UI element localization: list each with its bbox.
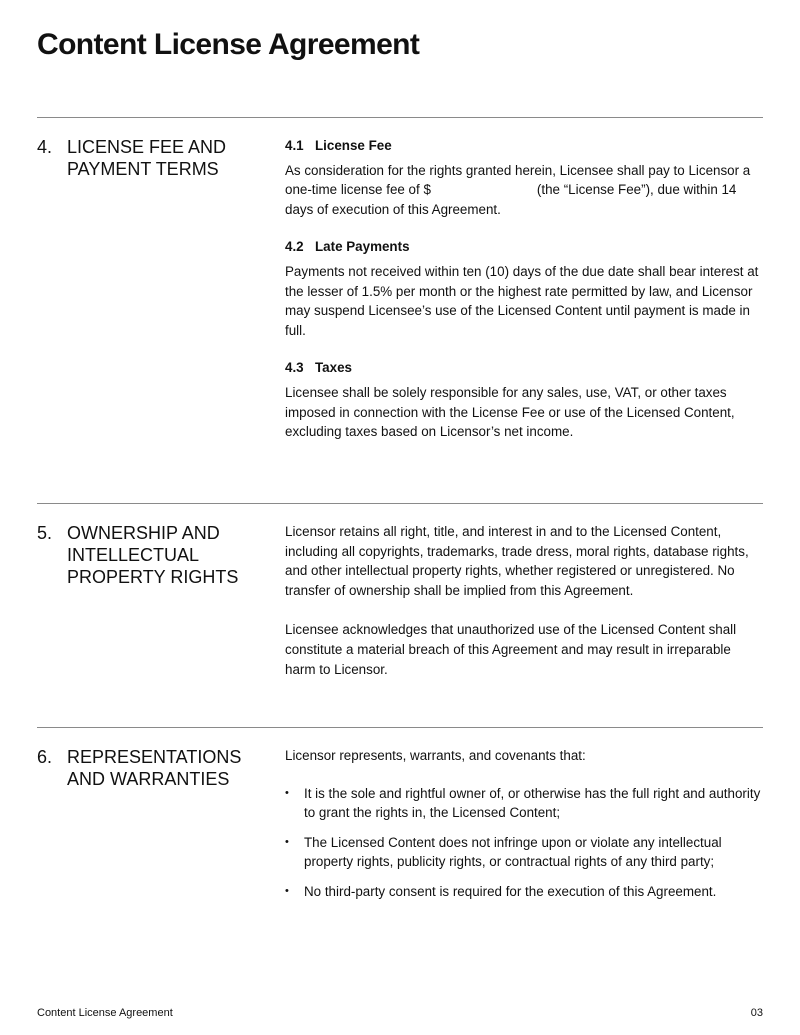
subsection-number: 4.1 xyxy=(285,138,304,153)
bullet-icon: • xyxy=(285,835,289,848)
list-item xyxy=(285,784,765,823)
section-5-number: 5. xyxy=(37,523,53,543)
subsection-4-3 xyxy=(285,358,765,441)
late-payments-paragraph: Payments not received within ten (10) days of the due date shall bear interest at the lesser of 1.5% per month or the highest rate permitted by law, and Licensor may suspend Licensee’s use of the Licensed Content until payment is made in full. xyxy=(285,263,759,338)
subsection-heading xyxy=(285,358,765,378)
ownership-paragraph: Licensor retains all right, title, and interest in and to the Licensed Content, including all copyrights, trademarks, trade dress, moral rights, database rights, and other intellectual property rights, whether registered or unregistered. No transfer of ownership shall be implied from this Agreement. xyxy=(285,524,749,598)
subsection-title: License Fee xyxy=(315,138,392,153)
license-fee-text-before: As consideration for the rights granted herein, Licensee shall pay to Licensor a one-time license fee of $ xyxy=(285,162,751,198)
section-divider xyxy=(37,727,763,728)
section-4-number: 4. xyxy=(37,137,53,157)
warranties-list xyxy=(285,784,765,902)
list-item-text: It is the sole and rightful owner of, or otherwise has the full right and authority to grant the rights in, the Licensed Content; xyxy=(304,785,761,821)
section-4-title: LICENSE FEE AND PAYMENT TERMS xyxy=(67,137,227,179)
license-fee-paragraph xyxy=(285,161,765,220)
page-title: Content License Agreement xyxy=(37,28,420,61)
section-5-body xyxy=(285,522,765,679)
warranties-intro: Licensor represents, warrants, and covenants that: xyxy=(285,748,586,763)
subsection-number: 4.2 xyxy=(285,239,304,255)
section-6-body xyxy=(285,746,765,912)
subsection-title: Late Payments xyxy=(315,239,410,255)
section-divider xyxy=(37,503,763,504)
footer-document-name: Content License Agreement xyxy=(37,1007,173,1019)
section-divider xyxy=(37,117,763,118)
breach-paragraph: Licensee acknowledges that unauthorized use of the Licensed Content shall constitute a material breach of this Agreement and may result in irreparable harm to Licensor. xyxy=(285,622,737,677)
taxes-paragraph: Licensee shall be solely responsible for any sales, use, VAT, or other taxes imposed in connection with the License Fee or use of the Licensed Content, excluding taxes based on Licensor’s net income. xyxy=(285,384,735,440)
section-6-number: 6. xyxy=(37,747,53,767)
section-5-title: OWNERSHIP AND INTELLECTUAL PROPERTY RIGHTS xyxy=(67,523,239,587)
list-item xyxy=(285,882,765,902)
subsection-4-2 xyxy=(285,237,765,340)
subsection-number: 4.3 xyxy=(285,360,304,376)
list-item-text: The Licensed Content does not infringe upon or violate any intellectual property rights, publicity rights, or contractual rights of any third party; xyxy=(304,834,722,870)
section-6-title: REPRESENTATIONS AND WARRANTIES xyxy=(67,747,242,789)
subsection-heading xyxy=(285,136,765,156)
subsection-4-1 xyxy=(285,136,765,219)
section-4-body xyxy=(285,136,765,460)
bullet-icon: • xyxy=(285,786,289,799)
list-item xyxy=(285,833,765,872)
license-fee-text-after: (the “License Fee”), due within 14 days of execution of this Agreement. xyxy=(285,182,737,217)
subsection-heading xyxy=(285,237,765,257)
subsection-title: Taxes xyxy=(315,360,352,376)
footer-page-number: 03 xyxy=(750,1007,763,1019)
bullet-icon: • xyxy=(285,884,289,897)
list-item-text: No third-party consent is required for the execution of this Agreement. xyxy=(304,883,717,899)
